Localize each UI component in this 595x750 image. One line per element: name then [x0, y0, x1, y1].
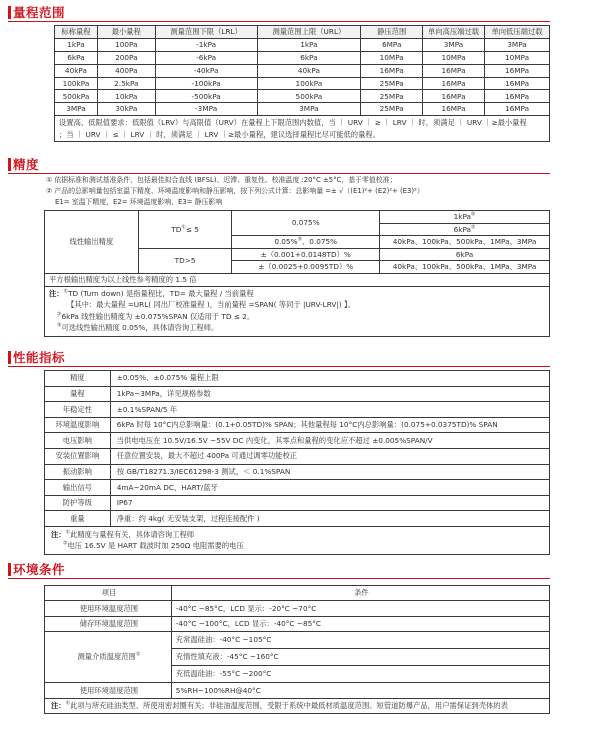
table-cell: 3MPa	[55, 103, 98, 116]
performance-notes: 注：①此精度与量程有关，具体请咨询工程师 ②电压 16.5V 是 HART 载波时加 250Ω 电阻需要的电压	[45, 526, 550, 554]
section-range-heading	[8, 4, 65, 20]
table-cell: 精度	[45, 371, 111, 387]
table-cell: 16MPa	[423, 90, 485, 103]
table-cell: 10MPa	[423, 51, 485, 64]
table-header: 单向高压端过载	[423, 26, 485, 39]
table-header: 条件	[171, 586, 549, 601]
table-cell: -40°C ~85°C，LCD 显示：-20°C ~70°C	[171, 601, 549, 616]
table-cell: 使用环境湿度范围	[45, 683, 172, 698]
table-cell: ±0.1%SPAN/5 年	[110, 402, 549, 418]
table-cell: 6kPa②	[380, 223, 550, 236]
table-cell: 40kPa、100kPa、500kPa、1MPa、3MPa	[380, 261, 550, 274]
table-cell: 当供电电压在 10.5V/16.5V ~55V DC 内变化，其零点和量程的变化应不超过 ±0.005%SPAN/V	[110, 433, 549, 449]
table-cell: ±（0.001+0.0148TD）%	[232, 248, 380, 261]
table-cell: 500kPa	[55, 90, 98, 103]
section-title: 性能指标	[13, 350, 66, 365]
table-cell: 400Pa	[97, 64, 155, 77]
table-cell: 平方根输出精度为以上线性参考精度的 1.5 倍	[45, 273, 550, 286]
table-cell: 量程	[45, 386, 111, 402]
table-cell: TD①≤ 5	[138, 211, 232, 249]
accuracy-text-3: E1= 室温下精度，E2= 环境温度影响，E3= 静压影响	[55, 198, 223, 206]
section-title: 环境条件	[13, 562, 66, 577]
table-cell: 6kPa 时每 10°C内总影响量：(0.1+0.05TD)% SPAN；其他量程每 10°C内总影响量：(0.075+0.0375TD)% SPAN	[110, 417, 549, 433]
section-title: 量程范围	[13, 5, 66, 20]
table-cell: 5%RH~100%RH@40°C	[171, 683, 549, 698]
table-cell: 1kPa~3MPa，详见规格参数	[110, 386, 549, 402]
section-divider	[8, 21, 550, 22]
table-cell: 净重：约 4kg( 无安装支架，过程连接配件 )	[110, 511, 549, 527]
table-cell: 16MPa	[423, 77, 485, 90]
note-label: 注：	[51, 529, 66, 539]
accuracy-notes: 注：①TD (Turn down) 是指量程比，TD= 最大量程 / 当前量程 【其中：最大量程 =URL( 同出厂校准量程 )，当前量程 =SPAN( 等同于 |URV-LRV|) 】。 ②6kPa 线性输出精度为 ±0.075%SPAN 仅适用于 TD ≤ 2。 ③可选线性输出精度 0.05%，具体请咨询工程师。	[45, 286, 550, 336]
table-cell: 6kPa	[257, 51, 361, 64]
table-cell: 25MPa	[361, 103, 423, 116]
table-cell: 充惰性填充液：-45°C ~160°C	[171, 649, 549, 666]
table-cell: 6kPa	[55, 51, 98, 64]
table-header-row	[45, 586, 550, 601]
table-cell: 1kPa	[257, 38, 361, 51]
section-divider	[8, 173, 550, 174]
section-divider	[8, 578, 550, 579]
table-cell: 输出信号	[45, 480, 111, 496]
table-cell: 3MPa	[257, 103, 361, 116]
table-header: 测量范围上限（URL）	[257, 26, 361, 39]
table-cell: 2.5kPa	[97, 77, 155, 90]
table-cell: 使用环境温度范围	[45, 601, 172, 616]
table-row	[55, 77, 550, 90]
table-cell: -500kPa	[155, 90, 257, 103]
table-row	[45, 495, 550, 511]
table-cell: 100kPa	[55, 77, 98, 90]
table-note-row	[45, 286, 550, 336]
range-note-line2: ；当 ｜ URV ｜ ≤ ｜ LRV ｜ 时，须满足 ｜ LRV ｜≥最小量程，建议选择量程比尽可能低的量程。	[59, 129, 380, 139]
note-item: TD (Turn down) 是指量程比，TD= 最大量程 / 当前量程	[68, 288, 254, 298]
section-performance-heading	[8, 349, 65, 365]
accuracy-text-1: ① 依据标准和测试基准条件，包括最佳拟合直线 (BFSL)、迟滞、重复性。校准温度 :20°C ±5°C，基于零值校准；	[46, 176, 397, 184]
td-label: TD	[171, 224, 182, 234]
section-marker-icon	[8, 158, 11, 171]
range-note	[55, 116, 550, 142]
table-cell: ±（0.0025+0.0095TD）%	[232, 261, 380, 274]
note-label: 注：	[49, 288, 64, 298]
table-row	[45, 616, 550, 631]
table-cell: 线性输出精度	[45, 211, 139, 274]
accuracy-value: 、0.075%	[302, 237, 338, 247]
note-item: 电压 16.5V 是 HART 载波时加 250Ω 电阻需要的电压	[67, 541, 244, 551]
table-row	[45, 211, 550, 224]
table-row	[55, 103, 550, 116]
table-cell: -40°C ~100°C，LCD 显示：-40°C ~85°C	[171, 616, 549, 631]
table-header: 标称量程	[55, 26, 98, 39]
table-cell: 100kPa	[257, 77, 361, 90]
table-cell: 100Pa	[97, 38, 155, 51]
table-cell: 1kPa②	[380, 211, 550, 224]
note-item: 此精度与量程有关，具体请咨询工程师	[70, 529, 195, 539]
table-row	[45, 632, 550, 649]
td-condition: ≤ 5	[185, 224, 199, 234]
table-row	[45, 433, 550, 449]
table-header: 单向低压端过载	[485, 26, 550, 39]
table-cell: 0.075%	[232, 211, 380, 236]
table-cell: 按 GB/T18271.3/IEC61298-3 测试，＜ 0.1%SPAN	[110, 464, 549, 480]
table-row	[45, 417, 550, 433]
table-cell: 16MPa	[485, 64, 550, 77]
table-cell: 6MPa	[361, 38, 423, 51]
table-cell: 16MPa	[485, 77, 550, 90]
environment-note: 注：①此项与所充硅油类型、所使用密封圈有关；非硅油温度范围，受限于系统中最低材质温度范围。短管道防爆产品，用户需保证到壳体的表	[45, 698, 550, 713]
table-cell: 40kPa	[257, 64, 361, 77]
table-cell: 3MPa	[485, 38, 550, 51]
table-cell: 16MPa	[361, 64, 423, 77]
table-row	[55, 64, 550, 77]
table-header: 测量范围下限（LRL）	[155, 26, 257, 39]
table-cell: 40kPa	[55, 64, 98, 77]
table-cell: 40kPa、100kPa、500kPa、1MPa、3MPa	[380, 236, 550, 249]
table-row	[45, 511, 550, 527]
table-row	[45, 402, 550, 418]
section-divider	[8, 366, 550, 367]
table-cell: 6kPa	[380, 248, 550, 261]
table-cell: 1kPa	[55, 38, 98, 51]
note-item: 此项与所充硅油类型、所使用密封圈有关；非硅油温度范围，受限于系统中最低材质温度范围。短管道防爆产品，用户需保证到壳体的表	[70, 700, 508, 710]
table-cell: 环境温度影响	[45, 417, 111, 433]
table-cell: TD>5	[138, 248, 232, 273]
section-marker-icon	[8, 351, 11, 364]
table-cell: -6kPa	[155, 51, 257, 64]
table-cell: 任意位置安装，最大不超过 400Pa 可通过调零功能校正	[110, 448, 549, 464]
section-accuracy-heading	[8, 156, 39, 172]
range-value: 1kPa	[453, 211, 472, 221]
table-cell: IP67	[110, 495, 549, 511]
table-row	[55, 90, 550, 103]
table-cell: 16MPa	[423, 64, 485, 77]
table-cell: -3MPa	[155, 103, 257, 116]
table-cell: 充低温硅油：-55°C ~200°C	[171, 666, 549, 683]
table-note-row	[45, 698, 550, 713]
note-item: 【其中：最大量程 =URL( 同出厂校准量程 )，当前量程 =SPAN( 等同于 |URV-LRV|) 】。	[67, 300, 355, 310]
table-row	[45, 273, 550, 286]
environment-table	[44, 585, 550, 714]
range-note-line1: 设置高、低限值要求：低限值（LRV）与高限值（URV）在量程上下限范围内数值，当 ｜ URV ｜ ≥ ｜ LRV ｜ 时，须满足 ｜ URV ｜≥最小量程	[59, 117, 527, 127]
table-header-row	[55, 26, 550, 39]
table-cell: 测量介质温度范围①	[45, 632, 172, 683]
table-cell: 振动影响	[45, 464, 111, 480]
table-row	[55, 38, 550, 51]
table-row	[45, 480, 550, 496]
performance-table	[44, 370, 550, 555]
table-header: 最小量程	[97, 26, 155, 39]
table-cell: 10MPa	[361, 51, 423, 64]
table-cell: 30kPa	[97, 103, 155, 116]
table-cell: 防护等级	[45, 495, 111, 511]
table-cell: 0.05%③、0.075%	[232, 236, 380, 249]
table-cell: 500kPa	[257, 90, 361, 103]
table-row	[45, 601, 550, 616]
table-cell: 电压影响	[45, 433, 111, 449]
section-title: 精度	[13, 157, 40, 172]
section-environment-heading	[8, 561, 65, 577]
table-cell: 25MPa	[361, 90, 423, 103]
table-cell: -40kPa	[155, 64, 257, 77]
note-item: 可选线性输出精度 0.05%，具体请咨询工程师。	[61, 323, 219, 333]
table-cell: -100kPa	[155, 77, 257, 90]
table-cell: -1kPa	[155, 38, 257, 51]
table-row	[45, 371, 550, 387]
section-marker-icon	[8, 6, 11, 19]
table-cell: 安装位置影响	[45, 448, 111, 464]
range-value: 6kPa	[453, 224, 472, 234]
table-row	[45, 386, 550, 402]
range-table	[54, 25, 550, 142]
table-cell: 25MPa	[361, 77, 423, 90]
table-cell: 16MPa	[485, 90, 550, 103]
table-cell: 200Pa	[97, 51, 155, 64]
section-marker-icon	[8, 563, 11, 576]
table-row	[45, 464, 550, 480]
table-cell: 储存环境温度范围	[45, 616, 172, 631]
table-row	[45, 683, 550, 698]
table-cell: ±0.05%、±0.075% 量程上限	[110, 371, 549, 387]
medium-label: 测量介质温度范围	[77, 652, 136, 662]
table-row	[55, 51, 550, 64]
accuracy-value: 0.05%	[274, 237, 298, 247]
table-cell: 16MPa	[423, 103, 485, 116]
note-item: 6kPa 线性输出精度为 ±0.075%SPAN 仅适用于 TD ≤ 2。	[61, 311, 255, 321]
accuracy-text-2: ② 产品的总影响量包括室温下精度、环境温度影响和静压影响，按下列公式计算：总影响量 =± √（(E1)²+ (E2)²+ (E3)²）	[46, 187, 424, 195]
table-cell: 10kPa	[97, 90, 155, 103]
table-cell: 重量	[45, 511, 111, 527]
table-note-row	[55, 116, 550, 142]
table-cell: 4mA~20mA DC，HART/蓝牙	[110, 480, 549, 496]
table-note-row	[45, 526, 550, 554]
table-cell: 3MPa	[423, 38, 485, 51]
table-cell: 充常温硅油：-40°C ~105°C	[171, 632, 549, 649]
table-header: 静压范围	[361, 26, 423, 39]
accuracy-table	[44, 210, 550, 337]
table-cell: 16MPa	[485, 103, 550, 116]
note-label: 注：	[51, 700, 66, 710]
table-row	[45, 448, 550, 464]
table-header: 项目	[45, 586, 172, 601]
table-cell: 10MPa	[485, 51, 550, 64]
table-cell: 年稳定性	[45, 402, 111, 418]
